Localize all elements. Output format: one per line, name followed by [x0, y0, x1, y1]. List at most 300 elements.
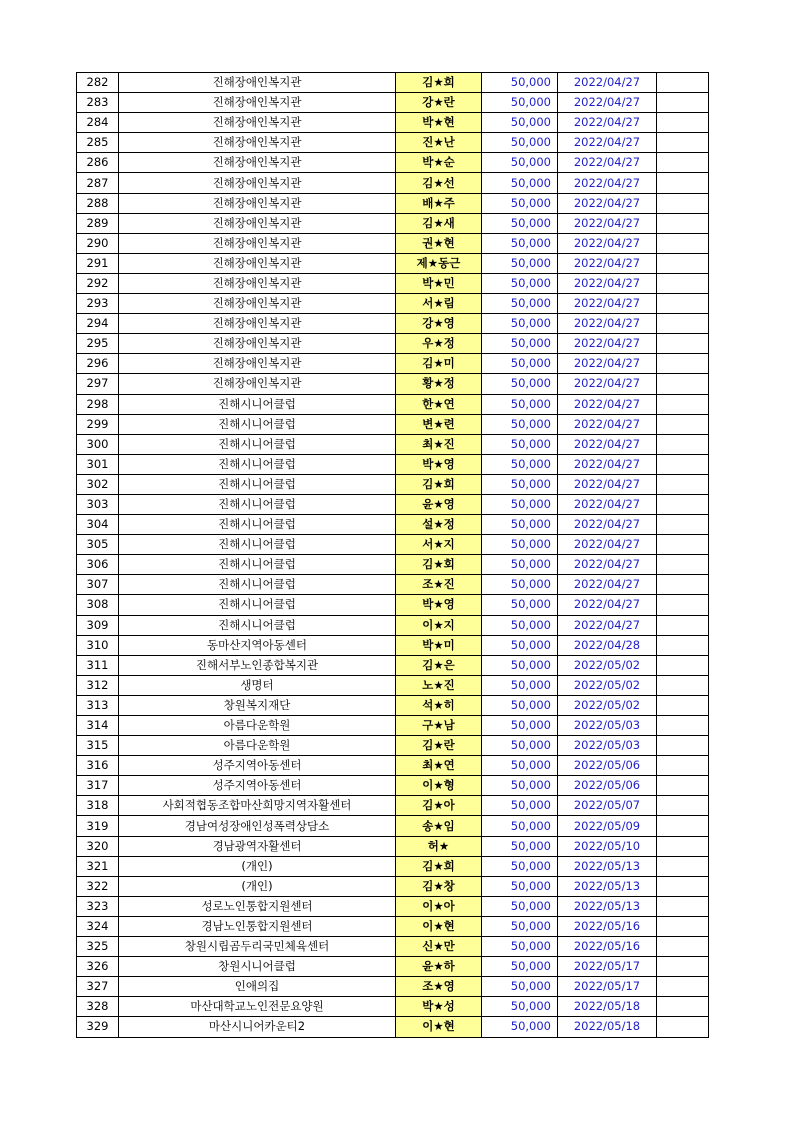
- date-cell: 2022/05/10: [558, 836, 657, 856]
- row-number-cell: 309: [77, 615, 119, 635]
- note-cell: [657, 957, 709, 977]
- row-number-cell: 285: [77, 133, 119, 153]
- row-number-cell: 322: [77, 876, 119, 896]
- recipient-name-cell: 서★지: [396, 535, 482, 555]
- row-number-cell: 318: [77, 796, 119, 816]
- amount-cell: 50,000: [482, 675, 558, 695]
- row-number-cell: 293: [77, 294, 119, 314]
- date-cell: 2022/04/27: [558, 233, 657, 253]
- row-number-cell: 325: [77, 937, 119, 957]
- table-row: [77, 695, 709, 715]
- organization-cell: 진해장애인복지관: [119, 173, 396, 193]
- date-cell: 2022/05/02: [558, 655, 657, 675]
- organization-cell: 아름다운학원: [119, 736, 396, 756]
- table-row: [77, 454, 709, 474]
- table-row: [77, 93, 709, 113]
- amount-cell: 50,000: [482, 836, 558, 856]
- table-row: [77, 997, 709, 1017]
- table-row: [77, 937, 709, 957]
- row-number-cell: 316: [77, 756, 119, 776]
- date-cell: 2022/05/02: [558, 695, 657, 715]
- recipient-name-cell: 박★민: [396, 273, 482, 293]
- note-cell: [657, 454, 709, 474]
- recipient-name-cell: 제★동근: [396, 253, 482, 273]
- note-cell: [657, 736, 709, 756]
- date-cell: 2022/04/27: [558, 374, 657, 394]
- row-number-cell: 305: [77, 535, 119, 555]
- organization-cell: 경남노인통합지원센터: [119, 916, 396, 936]
- organization-cell: (개인): [119, 876, 396, 896]
- date-cell: 2022/05/06: [558, 776, 657, 796]
- table-row: [77, 655, 709, 675]
- date-cell: 2022/04/27: [558, 474, 657, 494]
- row-number-cell: 299: [77, 414, 119, 434]
- recipient-name-cell: 박★성: [396, 997, 482, 1017]
- note-cell: [657, 515, 709, 535]
- table-row: [77, 474, 709, 494]
- amount-cell: 50,000: [482, 635, 558, 655]
- row-number-cell: 302: [77, 474, 119, 494]
- recipient-name-cell: 허★: [396, 836, 482, 856]
- amount-cell: 50,000: [482, 695, 558, 715]
- table-row: [77, 294, 709, 314]
- note-cell: [657, 615, 709, 635]
- amount-cell: 50,000: [482, 716, 558, 736]
- recipient-name-cell: 진★난: [396, 133, 482, 153]
- recipient-name-cell: 김★희: [396, 474, 482, 494]
- table-row: [77, 836, 709, 856]
- row-number-cell: 292: [77, 273, 119, 293]
- recipient-name-cell: 김★미: [396, 354, 482, 374]
- amount-cell: 50,000: [482, 414, 558, 434]
- note-cell: [657, 555, 709, 575]
- note-cell: [657, 916, 709, 936]
- table-row: [77, 635, 709, 655]
- organization-cell: 진해서부노인종합복지관: [119, 655, 396, 675]
- amount-cell: 50,000: [482, 796, 558, 816]
- note-cell: [657, 354, 709, 374]
- date-cell: 2022/04/27: [558, 253, 657, 273]
- recipient-name-cell: 강★영: [396, 314, 482, 334]
- organization-cell: 진해장애인복지관: [119, 294, 396, 314]
- amount-cell: 50,000: [482, 856, 558, 876]
- organization-cell: 진해장애인복지관: [119, 253, 396, 273]
- row-number-cell: 286: [77, 153, 119, 173]
- amount-cell: 50,000: [482, 515, 558, 535]
- date-cell: 2022/05/02: [558, 675, 657, 695]
- note-cell: [657, 655, 709, 675]
- recipient-name-cell: 이★현: [396, 1017, 482, 1037]
- recipient-name-cell: 설★정: [396, 515, 482, 535]
- note-cell: [657, 776, 709, 796]
- row-number-cell: 329: [77, 1017, 119, 1037]
- organization-cell: 마산시니어카운티2: [119, 1017, 396, 1037]
- date-cell: 2022/04/27: [558, 133, 657, 153]
- note-cell: [657, 113, 709, 133]
- organization-cell: 진해시니어클럽: [119, 615, 396, 635]
- row-number-cell: 314: [77, 716, 119, 736]
- row-number-cell: 323: [77, 896, 119, 916]
- row-number-cell: 294: [77, 314, 119, 334]
- organization-cell: 진해시니어클럽: [119, 535, 396, 555]
- recipient-name-cell: 김★은: [396, 655, 482, 675]
- amount-cell: 50,000: [482, 937, 558, 957]
- table-row: [77, 756, 709, 776]
- amount-cell: 50,000: [482, 997, 558, 1017]
- organization-cell: 생명터: [119, 675, 396, 695]
- organization-cell: 진해시니어클럽: [119, 515, 396, 535]
- amount-cell: 50,000: [482, 294, 558, 314]
- organization-cell: 성주지역아동센터: [119, 776, 396, 796]
- organization-cell: 인애의집: [119, 977, 396, 997]
- amount-cell: 50,000: [482, 615, 558, 635]
- ledger-body: [77, 73, 709, 1038]
- recipient-name-cell: 김★아: [396, 796, 482, 816]
- recipient-name-cell: 윤★영: [396, 494, 482, 514]
- recipient-name-cell: 조★영: [396, 977, 482, 997]
- amount-cell: 50,000: [482, 253, 558, 273]
- organization-cell: 성주지역아동센터: [119, 756, 396, 776]
- amount-cell: 50,000: [482, 494, 558, 514]
- amount-cell: 50,000: [482, 314, 558, 334]
- date-cell: 2022/04/27: [558, 193, 657, 213]
- row-number-cell: 291: [77, 253, 119, 273]
- recipient-name-cell: 김★희: [396, 856, 482, 876]
- recipient-name-cell: 신★만: [396, 937, 482, 957]
- organization-cell: 경남여성장애인성폭력상담소: [119, 816, 396, 836]
- note-cell: [657, 856, 709, 876]
- note-cell: [657, 394, 709, 414]
- table-row: [77, 374, 709, 394]
- date-cell: 2022/05/18: [558, 997, 657, 1017]
- organization-cell: 진해장애인복지관: [119, 314, 396, 334]
- table-row: [77, 193, 709, 213]
- row-number-cell: 300: [77, 434, 119, 454]
- note-cell: [657, 314, 709, 334]
- amount-cell: 50,000: [482, 756, 558, 776]
- amount-cell: 50,000: [482, 896, 558, 916]
- organization-cell: 성로노인통합지원센터: [119, 896, 396, 916]
- table-row: [77, 73, 709, 93]
- table-row: [77, 595, 709, 615]
- row-number-cell: 304: [77, 515, 119, 535]
- table-row: [77, 816, 709, 836]
- table-row: [77, 856, 709, 876]
- table-row: [77, 113, 709, 133]
- note-cell: [657, 756, 709, 776]
- date-cell: 2022/04/27: [558, 595, 657, 615]
- amount-cell: 50,000: [482, 736, 558, 756]
- organization-cell: 진해시니어클럽: [119, 575, 396, 595]
- row-number-cell: 320: [77, 836, 119, 856]
- note-cell: [657, 876, 709, 896]
- date-cell: 2022/05/17: [558, 957, 657, 977]
- table-row: [77, 273, 709, 293]
- date-cell: 2022/05/03: [558, 716, 657, 736]
- note-cell: [657, 896, 709, 916]
- recipient-name-cell: 노★진: [396, 675, 482, 695]
- row-number-cell: 312: [77, 675, 119, 695]
- note-cell: [657, 273, 709, 293]
- note-cell: [657, 73, 709, 93]
- organization-cell: 창원시립곰두리국민체육센터: [119, 937, 396, 957]
- recipient-name-cell: 우★정: [396, 334, 482, 354]
- recipient-name-cell: 김★란: [396, 736, 482, 756]
- table-row: [77, 675, 709, 695]
- note-cell: [657, 233, 709, 253]
- amount-cell: 50,000: [482, 454, 558, 474]
- note-cell: [657, 575, 709, 595]
- date-cell: 2022/04/27: [558, 434, 657, 454]
- row-number-cell: 321: [77, 856, 119, 876]
- date-cell: 2022/04/27: [558, 354, 657, 374]
- row-number-cell: 288: [77, 193, 119, 213]
- amount-cell: 50,000: [482, 555, 558, 575]
- organization-cell: 진해시니어클럽: [119, 595, 396, 615]
- amount-cell: 50,000: [482, 394, 558, 414]
- note-cell: [657, 796, 709, 816]
- amount-cell: 50,000: [482, 113, 558, 133]
- note-cell: [657, 977, 709, 997]
- organization-cell: (개인): [119, 856, 396, 876]
- organization-cell: 진해시니어클럽: [119, 434, 396, 454]
- note-cell: [657, 173, 709, 193]
- note-cell: [657, 997, 709, 1017]
- row-number-cell: 327: [77, 977, 119, 997]
- recipient-name-cell: 김★창: [396, 876, 482, 896]
- date-cell: 2022/04/27: [558, 153, 657, 173]
- table-row: [77, 394, 709, 414]
- date-cell: 2022/05/16: [558, 916, 657, 936]
- organization-cell: 진해장애인복지관: [119, 93, 396, 113]
- amount-cell: 50,000: [482, 876, 558, 896]
- note-cell: [657, 836, 709, 856]
- recipient-name-cell: 구★남: [396, 716, 482, 736]
- recipient-name-cell: 황★정: [396, 374, 482, 394]
- note-cell: [657, 414, 709, 434]
- table-row: [77, 213, 709, 233]
- table-row: [77, 233, 709, 253]
- row-number-cell: 310: [77, 635, 119, 655]
- table-row: [77, 133, 709, 153]
- date-cell: 2022/05/18: [558, 1017, 657, 1037]
- note-cell: [657, 535, 709, 555]
- table-row: [77, 575, 709, 595]
- row-number-cell: 306: [77, 555, 119, 575]
- organization-cell: 진해시니어클럽: [119, 555, 396, 575]
- organization-cell: 창원복지재단: [119, 695, 396, 715]
- date-cell: 2022/04/27: [558, 273, 657, 293]
- table-row: [77, 314, 709, 334]
- amount-cell: 50,000: [482, 816, 558, 836]
- table-row: [77, 414, 709, 434]
- organization-cell: 진해장애인복지관: [119, 374, 396, 394]
- recipient-name-cell: 강★란: [396, 93, 482, 113]
- date-cell: 2022/04/27: [558, 575, 657, 595]
- note-cell: [657, 494, 709, 514]
- note-cell: [657, 816, 709, 836]
- organization-cell: 진해시니어클럽: [119, 394, 396, 414]
- recipient-name-cell: 이★아: [396, 896, 482, 916]
- recipient-name-cell: 박★영: [396, 595, 482, 615]
- donation-ledger-table: [76, 72, 709, 1038]
- table-row: [77, 253, 709, 273]
- row-number-cell: 326: [77, 957, 119, 977]
- table-row: [77, 494, 709, 514]
- table-row: [77, 515, 709, 535]
- recipient-name-cell: 박★미: [396, 635, 482, 655]
- recipient-name-cell: 박★현: [396, 113, 482, 133]
- organization-cell: 진해시니어클럽: [119, 474, 396, 494]
- amount-cell: 50,000: [482, 957, 558, 977]
- organization-cell: 진해시니어클럽: [119, 414, 396, 434]
- table-row: [77, 776, 709, 796]
- organization-cell: 진해장애인복지관: [119, 213, 396, 233]
- date-cell: 2022/04/27: [558, 73, 657, 93]
- row-number-cell: 303: [77, 494, 119, 514]
- date-cell: 2022/05/13: [558, 856, 657, 876]
- table-row: [77, 555, 709, 575]
- date-cell: 2022/05/06: [558, 756, 657, 776]
- note-cell: [657, 595, 709, 615]
- note-cell: [657, 695, 709, 715]
- date-cell: 2022/05/16: [558, 937, 657, 957]
- amount-cell: 50,000: [482, 273, 558, 293]
- row-number-cell: 324: [77, 916, 119, 936]
- recipient-name-cell: 권★현: [396, 233, 482, 253]
- table-row: [77, 153, 709, 173]
- organization-cell: 진해장애인복지관: [119, 113, 396, 133]
- recipient-name-cell: 배★주: [396, 193, 482, 213]
- row-number-cell: 301: [77, 454, 119, 474]
- organization-cell: 동마산지역아동센터: [119, 635, 396, 655]
- row-number-cell: 295: [77, 334, 119, 354]
- table-row: [77, 957, 709, 977]
- date-cell: 2022/04/27: [558, 314, 657, 334]
- row-number-cell: 307: [77, 575, 119, 595]
- note-cell: [657, 434, 709, 454]
- amount-cell: 50,000: [482, 133, 558, 153]
- recipient-name-cell: 한★연: [396, 394, 482, 414]
- organization-cell: 진해시니어클럽: [119, 454, 396, 474]
- amount-cell: 50,000: [482, 595, 558, 615]
- date-cell: 2022/04/27: [558, 454, 657, 474]
- note-cell: [657, 635, 709, 655]
- amount-cell: 50,000: [482, 977, 558, 997]
- recipient-name-cell: 김★선: [396, 173, 482, 193]
- row-number-cell: 283: [77, 93, 119, 113]
- note-cell: [657, 213, 709, 233]
- recipient-name-cell: 이★형: [396, 776, 482, 796]
- row-number-cell: 287: [77, 173, 119, 193]
- organization-cell: 진해시니어클럽: [119, 494, 396, 514]
- organization-cell: 아름다운학원: [119, 716, 396, 736]
- date-cell: 2022/04/27: [558, 294, 657, 314]
- note-cell: [657, 937, 709, 957]
- table-row: [77, 876, 709, 896]
- row-number-cell: 313: [77, 695, 119, 715]
- row-number-cell: 319: [77, 816, 119, 836]
- organization-cell: 창원시니어클럽: [119, 957, 396, 977]
- organization-cell: 진해장애인복지관: [119, 193, 396, 213]
- row-number-cell: 308: [77, 595, 119, 615]
- amount-cell: 50,000: [482, 334, 558, 354]
- row-number-cell: 289: [77, 213, 119, 233]
- recipient-name-cell: 서★림: [396, 294, 482, 314]
- recipient-name-cell: 조★진: [396, 575, 482, 595]
- table-row: [77, 977, 709, 997]
- row-number-cell: 317: [77, 776, 119, 796]
- organization-cell: 진해장애인복지관: [119, 233, 396, 253]
- table-row: [77, 615, 709, 635]
- organization-cell: 사회적협동조합마산희망지역자활센터: [119, 796, 396, 816]
- amount-cell: 50,000: [482, 213, 558, 233]
- row-number-cell: 296: [77, 354, 119, 374]
- date-cell: 2022/05/09: [558, 816, 657, 836]
- amount-cell: 50,000: [482, 655, 558, 675]
- recipient-name-cell: 이★현: [396, 916, 482, 936]
- recipient-name-cell: 이★지: [396, 615, 482, 635]
- amount-cell: 50,000: [482, 173, 558, 193]
- table-row: [77, 1017, 709, 1037]
- organization-cell: 경남광역자활센터: [119, 836, 396, 856]
- note-cell: [657, 675, 709, 695]
- amount-cell: 50,000: [482, 916, 558, 936]
- date-cell: 2022/04/27: [558, 515, 657, 535]
- row-number-cell: 315: [77, 736, 119, 756]
- date-cell: 2022/05/13: [558, 876, 657, 896]
- row-number-cell: 297: [77, 374, 119, 394]
- note-cell: [657, 716, 709, 736]
- table-row: [77, 334, 709, 354]
- row-number-cell: 290: [77, 233, 119, 253]
- note-cell: [657, 334, 709, 354]
- table-row: [77, 736, 709, 756]
- amount-cell: 50,000: [482, 1017, 558, 1037]
- amount-cell: 50,000: [482, 73, 558, 93]
- table-row: [77, 896, 709, 916]
- date-cell: 2022/04/27: [558, 615, 657, 635]
- table-row: [77, 916, 709, 936]
- note-cell: [657, 253, 709, 273]
- amount-cell: 50,000: [482, 434, 558, 454]
- recipient-name-cell: 최★진: [396, 434, 482, 454]
- table-row: [77, 535, 709, 555]
- date-cell: 2022/04/27: [558, 494, 657, 514]
- amount-cell: 50,000: [482, 153, 558, 173]
- recipient-name-cell: 박★영: [396, 454, 482, 474]
- date-cell: 2022/04/27: [558, 334, 657, 354]
- amount-cell: 50,000: [482, 193, 558, 213]
- date-cell: 2022/04/27: [558, 93, 657, 113]
- table-row: [77, 796, 709, 816]
- organization-cell: 마산대학교노인전문요양원: [119, 997, 396, 1017]
- amount-cell: 50,000: [482, 535, 558, 555]
- recipient-name-cell: 윤★하: [396, 957, 482, 977]
- date-cell: 2022/04/27: [558, 535, 657, 555]
- row-number-cell: 298: [77, 394, 119, 414]
- amount-cell: 50,000: [482, 233, 558, 253]
- table-row: [77, 716, 709, 736]
- recipient-name-cell: 김★회: [396, 555, 482, 575]
- row-number-cell: 311: [77, 655, 119, 675]
- organization-cell: 진해장애인복지관: [119, 73, 396, 93]
- note-cell: [657, 153, 709, 173]
- note-cell: [657, 294, 709, 314]
- amount-cell: 50,000: [482, 93, 558, 113]
- note-cell: [657, 474, 709, 494]
- recipient-name-cell: 김★희: [396, 73, 482, 93]
